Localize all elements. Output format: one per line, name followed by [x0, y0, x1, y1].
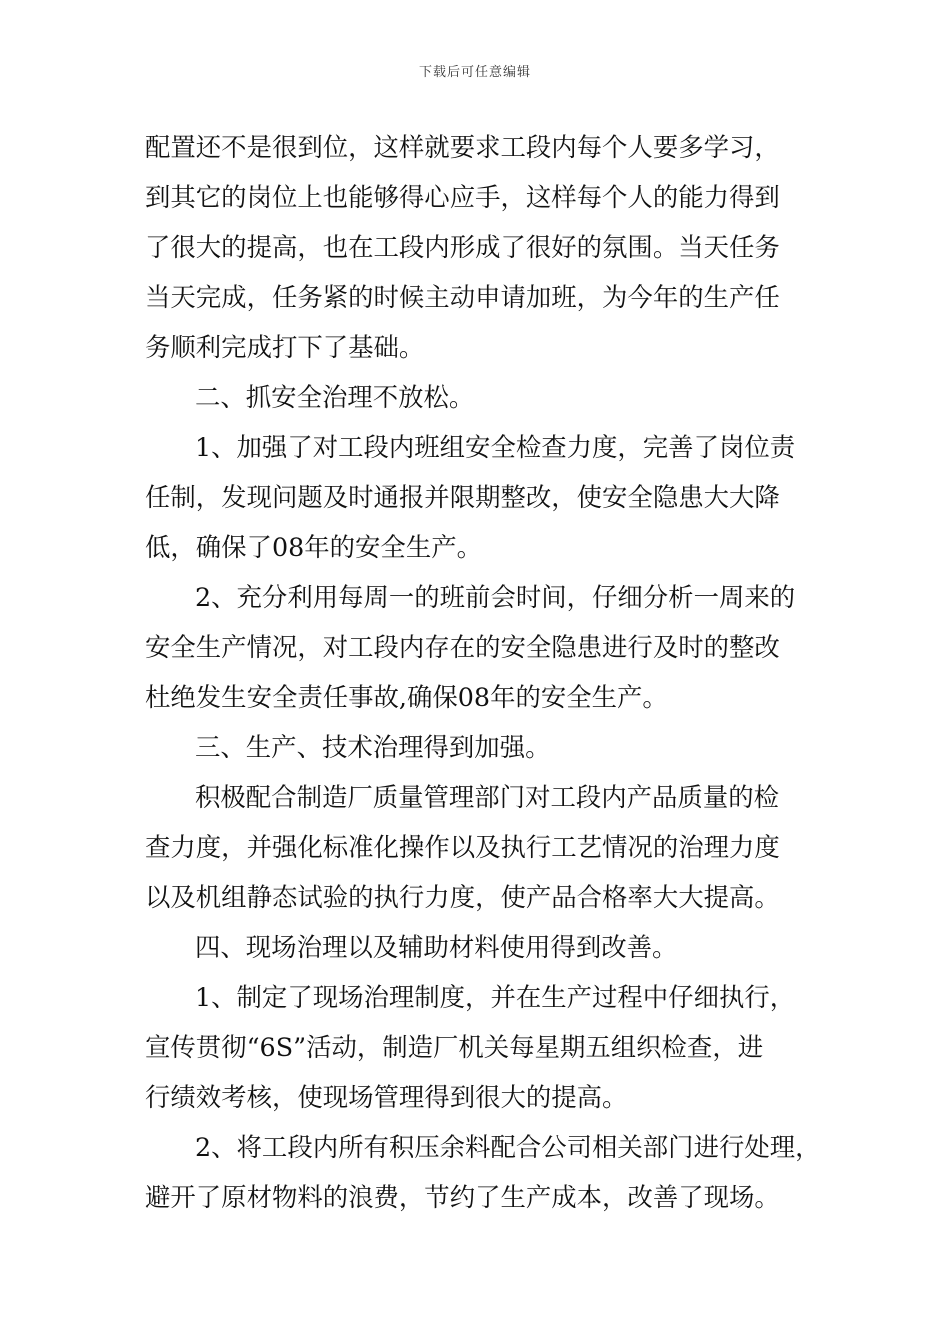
text-line: 了很大的提高，也在工段内形成了很好的氛围。当天任务: [145, 232, 780, 262]
text-line: 2、充分利用每周一的班前会时间，仔细分析一周来的: [195, 582, 796, 612]
text-line: 积极配合制造厂质量管理部门对工段内产品质量的检: [195, 782, 779, 812]
text-line: 安全生产情况，对工段内存在的安全隐患进行及时的整改: [145, 632, 780, 662]
text-line: 行绩效考核，使现场管理得到很大的提高。: [145, 1082, 628, 1112]
text-line: 2、将工段内所有积压余料配合公司相关部门进行处理，: [195, 1132, 821, 1162]
text-line: 避开了原材物料的浪费，节约了生产成本，改善了现场。: [145, 1182, 780, 1212]
text-line: 务顺利完成打下了基础。: [145, 332, 425, 362]
text-line: 1、加强了对工段内班组安全检查力度，完善了岗位责: [195, 432, 796, 462]
text-line: 1、制定了现场治理制度，并在生产过程中仔细执行，: [195, 982, 796, 1012]
text-line: 任制，发现问题及时通报并限期整改，使安全隐患大大降: [145, 482, 780, 512]
text-line: 低，确保了08年的安全生产。: [145, 532, 482, 562]
text-line: 宣传贯彻“6S”活动，制造厂机关每星期五组织检查，进: [145, 1032, 764, 1062]
section-heading: 三、生产、技术治理得到加强。: [195, 732, 551, 762]
document-body: [145, 122, 820, 1222]
text-line: 以及机组静态试验的执行力度，使产品合格率大大提高。: [145, 882, 780, 912]
section-heading: 四、现场治理以及辅助材料使用得到改善。: [195, 932, 678, 962]
section-heading: 二、抓安全治理不放松。: [195, 382, 475, 412]
text-line: 配置还不是很到位，这样就要求工段内每个人要多学习，: [145, 132, 780, 162]
text-line: 查力度，并强化标准化操作以及执行工艺情况的治理力度: [145, 832, 780, 862]
text-line: 到其它的岗位上也能够得心应手，这样每个人的能力得到: [145, 182, 780, 212]
page-header: 下载后可任意编辑: [418, 65, 531, 80]
text-line: 杜绝发生安全责任事故,确保08年的安全生产。: [145, 682, 668, 712]
text-line: 当天完成，任务紧的时候主动申请加班，为今年的生产任: [145, 282, 780, 312]
